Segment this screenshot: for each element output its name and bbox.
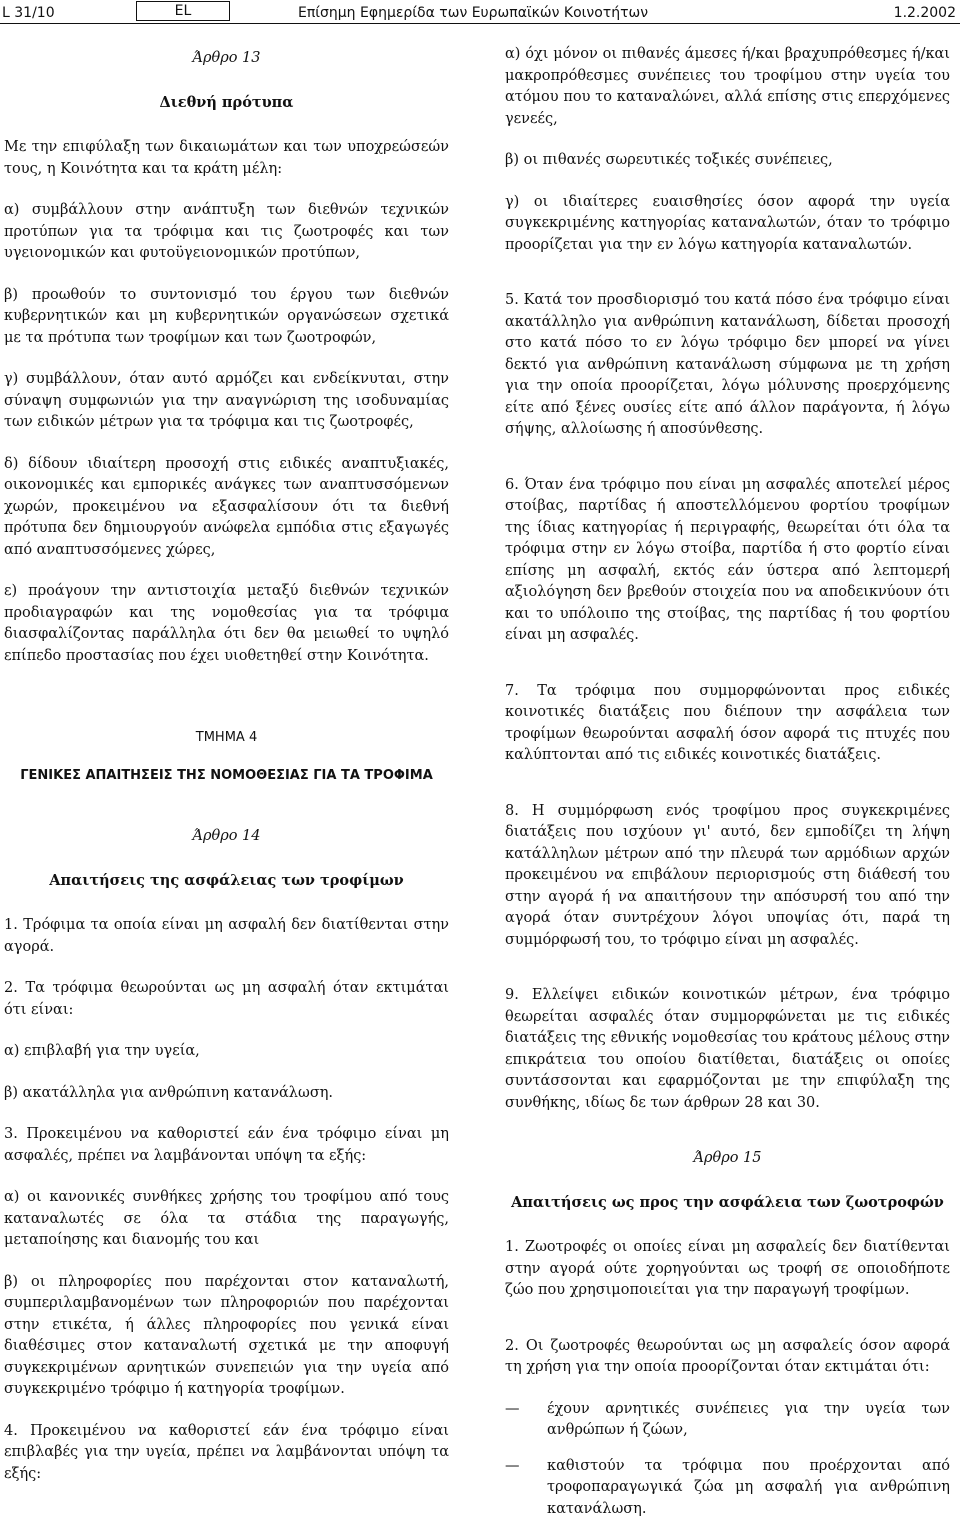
- section-title: ΓΕΝΙΚΕΣ ΑΠΑΙΤΗΣΕΙΣ ΤΗΣ ΝΟΜΟΘΕΣΙΑΣ ΓΙΑ ΤΑ ΤΡΟΦΙΜΑ: [20, 767, 433, 783]
- publication-date: 1.2.2002: [893, 5, 956, 21]
- page-number: L 31/10: [2, 5, 55, 21]
- article-13-item-c: γ) συμβάλλουν, όταν αυτό αρμόζει και ενδείκνυται, στην σύναψη συμφωνιών για την αναγνώριση της ισοδυναμίας των ειδικών μέτρων για τα τρόφιμα και τις ζωοτροφές,: [4, 371, 449, 430]
- article-15-paragraph-1: 1. Ζωοτροφές οι οποίες είναι μη ασφαλείς δεν διατίθενται στην αγορά ούτε χορηγούνται ως τροφή σε οποιοδήποτε ζώο που χρησιμοποιείται για την παραγωγή τροφίμων.: [505, 1239, 950, 1298]
- article-14-paragraph-8: 8. Η συμμόρφωση ενός τροφίμου προς συγκεκριμένες διατάξεις που ισχύουν γι' αυτό, δεν εμποδίζει τη λήψη κατάλληλων μέτρων από την πλευρά των αρμόδιων αρχών προκειμένου να επιβάλουν περιορισμούς στη διάθεσή του στην αγορά ή να απαιτήσουν την απόσυρσή του από την αγορά όταν συντρέχουν λόγοι υποψίας ότι, παρά τη συμμόρφωσή του, το τρόφιμο είναι μη ασφαλές.: [505, 802, 950, 948]
- article-13-item-e: ε) προάγουν την αντιστοιχία μεταξύ διεθνών τεχνικών προδιαγραφών και της νομοθεσίας για τα τρόφιμα διασφαλίζοντας παράλληλα ότι δεν θα μειωθεί το υψηλό επίπεδο προστασίας που έχει υιοθετηθεί στην Κοινότητα.: [4, 583, 449, 664]
- article-14-paragraph-4: 4. Προκειμένου να καθοριστεί εάν ένα τρόφιμο είναι επιβλαβές για την υγεία, πρέπει να λαμβάνονται υπόψη τα εξής:: [4, 1422, 449, 1482]
- article-14-paragraph-3a: α) οι κανονικές συνθήκες χρήσης του τροφίμου από τους καταναλωτές σε όλα τα στάδια της παραγωγής, μεταποίησης και διανομής του και: [4, 1189, 449, 1248]
- article-14-paragraph-1: 1. Τρόφιμα τα οποία είναι μη ασφαλή δεν διατίθενται στην αγορά.: [4, 917, 449, 955]
- dash-item-text: καθιστούν τα τρόφιμα που προέρχονται από τροφοπαραγωγικά ζώα μη ασφαλή για ανθρώπινη κατανάλωση.: [547, 1457, 950, 1517]
- article-14-paragraph-4c: γ) οι ιδιαίτερες ευαισθησίες όσον αφορά την υγεία συγκεκριμένης κατηγορίας καταναλωτών, όταν το τρόφιμο προορίζεται για την εν λόγω κατηγορία καταναλωτών.: [505, 193, 950, 253]
- article-15-paragraph-2: 2. Οι ζωοτροφές θεωρούνται ως μη ασφαλείς όσον αφορά τη χρήση για την οποία προορίζονται όταν εκτιμάται ότι:: [505, 1337, 950, 1375]
- article-14-paragraph-2a: α) επιβλαβή για την υγεία,: [4, 1043, 200, 1059]
- section-number: ΤΜΗΜΑ 4: [195, 730, 258, 745]
- article-13-number: Άρθρο 13: [192, 50, 261, 66]
- article-14-paragraph-6: 6. Όταν ένα τρόφιμο που είναι μη ασφαλές αποτελεί μέρος στοίβας, παρτίδας ή αποστελλόμενου φορτίου τροφίμων της ίδιας κατηγορίας ή περιγραφής, θεωρείται ότι όλα τα τρόφιμα στην εν λόγω στοίβα, παρτίδα ή στο φορτίο είναι επίσης μη ασφαλή, εκτός εάν ύστερα από λεπτομερή αξιολόγηση δεν βρεθούν στοιχεία που να αποδεικνύουν ότι και το υπόλοιπο της στοίβας, της παρτίδας ή του φορτίου είναι μη ασφαλές.: [505, 476, 950, 643]
- article-14-paragraph-2b: β) ακατάλληλα για ανθρώπινη κατανάλωση.: [4, 1084, 334, 1101]
- article-13-title: Διεθνή πρότυπα: [159, 93, 294, 111]
- right-column: [505, 44, 950, 1534]
- article-14-paragraph-4a: α) όχι μόνον οι πιθανές άμεσες ή/και βραχυπρόθεσμες ή/και μακροπρόθεσμες συνέπειες του τροφίμου στην υγεία του ατόμου που το καταναλώνει, αλλά επίσης στις επερχόμενες γενεές,: [505, 46, 950, 127]
- article-15-dash-item-2: [505, 1456, 950, 1521]
- left-column: [4, 44, 449, 1505]
- journal-title: Επίσημη Εφημερίδα των Ευρωπαϊκών Κοινοτήτων: [298, 5, 649, 21]
- header-rule: [0, 23, 960, 24]
- article-13-intro: Με την επιφύλαξη των δικαιωμάτων και των υποχρεώσεών τους, η Κοινότητα και τα κράτη μέλη:: [4, 139, 449, 177]
- article-13-item-b: β) προωθούν το συντονισμό του έργου των διεθνών κυβερνητικών και μη κυβερνητικών οργανώσεων σχετικά με τα πρότυπα των τροφίμων και των ζωοτροφών,: [4, 286, 449, 346]
- article-14-paragraph-9: 9. Ελλείψει ειδικών κοινοτικών μέτρων, ένα τρόφιμο θεωρείται ασφαλές όταν συμμορφώνεται με τις ειδικές διατάξεις της εθνικής νομοθεσίας του κράτους μέλους στην επικράτεια του οποίου διατίθεται, διατάξεις οι οποίες συντάσσονται και εφαρμόζονται με την επιφύλαξη της συνθήκης, ιδίως δε των άρθρων 28 και 30.: [505, 987, 950, 1111]
- article-14-paragraph-3: 3. Προκειμένου να καθοριστεί εάν ένα τρόφιμο είναι μη ασφαλές, πρέπει να λαμβάνονται υπόψη τα εξής:: [4, 1126, 449, 1164]
- article-13-item-a: α) συμβάλλουν στην ανάπτυξη των διεθνών τεχνικών προτύπων για τα τρόφιμα και τις ζωοτροφές και των υγειονομικών και φυτοϋγειονομικών προτύπων,: [4, 202, 449, 261]
- dash-marker: —: [505, 1400, 520, 1417]
- article-14-paragraph-2: 2. Τα τρόφιμα θεωρούνται ως μη ασφαλή όταν εκτιμάται ότι είναι:: [4, 980, 449, 1018]
- article-14-number: Άρθρο 14: [192, 828, 261, 844]
- dash-marker: —: [505, 1457, 520, 1474]
- article-15-number: Άρθρο 15: [693, 1150, 762, 1166]
- page-header: [0, 0, 960, 24]
- article-13-item-d: δ) δίδουν ιδιαίτερη προσοχή στις ειδικές αναπτυξιακές, οικονομικές και εμπορικές ανάγκες των αναπτυσσόμενων χωρών, προκειμένου να εξασφαλίσουν ότι τα διεθνή πρότυπα δεν δημιουργούν ανώφελα εμπόδια στις εξαγωγές από αναπτυσσόμενες χώρες,: [4, 455, 449, 558]
- article-14-paragraph-5: 5. Κατά τον προσδιορισμό του κατά πόσο ένα τρόφιμο είναι ακατάλληλο για ανθρώπινη κατανάλωση, δίδεται προσοχή στο κατά πόσο το εν λόγω τρόφιμο δεν μπορεί να γίνει δεκτό για ανθρώπινη κατανάλωση σύμφωνα με τη χρήση για την οποία προορίζεται, λόγω μόλυνσης προερχόμενης είτε από ξένες ουσίες είτε από άλλον παράγοντα, ή λόγω σήψης, αλλοίωσης ή αποσύνθεσης.: [505, 292, 950, 437]
- article-14-paragraph-7: 7. Τα τρόφιμα που συμμορφώνονται προς ειδικές κοινοτικές διατάξεις που διέπουν την ασφάλεια των τροφίμων θεωρούνται ασφαλή όσον αφορά τις πτυχές που καλύπτονται από τις ειδικές κοινοτικές διατάξεις.: [505, 682, 950, 763]
- article-14-paragraph-3b: β) οι πληροφορίες που παρέχονται στον καταναλωτή, συμπεριλαμβανομένων των πληροφοριών που παρέχονται στην ετικέτα, ή άλλες πληροφορίες που γενικά είναι διαθέσιμες στον καταναλωτή σχετικά με την αποφυγή συγκεκριμένων αρνητικών συνεπειών για την υγεία από συγκεκριμένο τρόφιμο ή κατηγορία τροφίμων.: [4, 1273, 449, 1397]
- article-15-dash-item-1: [505, 1399, 950, 1442]
- article-14-paragraph-4b: β) οι πιθανές σωρευτικές τοξικές συνέπειες,: [505, 152, 833, 168]
- dash-item-text: έχουν αρνητικές συνέπειες για την υγεία των ανθρώπων ή ζώων,: [547, 1400, 950, 1438]
- article-14-title: Απαιτήσεις της ασφάλειας των τροφίμων: [49, 871, 404, 889]
- article-15-title: Απαιτήσεις ως προς την ασφάλεια των ζωοτροφών: [511, 1193, 944, 1211]
- language-code: EL: [136, 1, 230, 21]
